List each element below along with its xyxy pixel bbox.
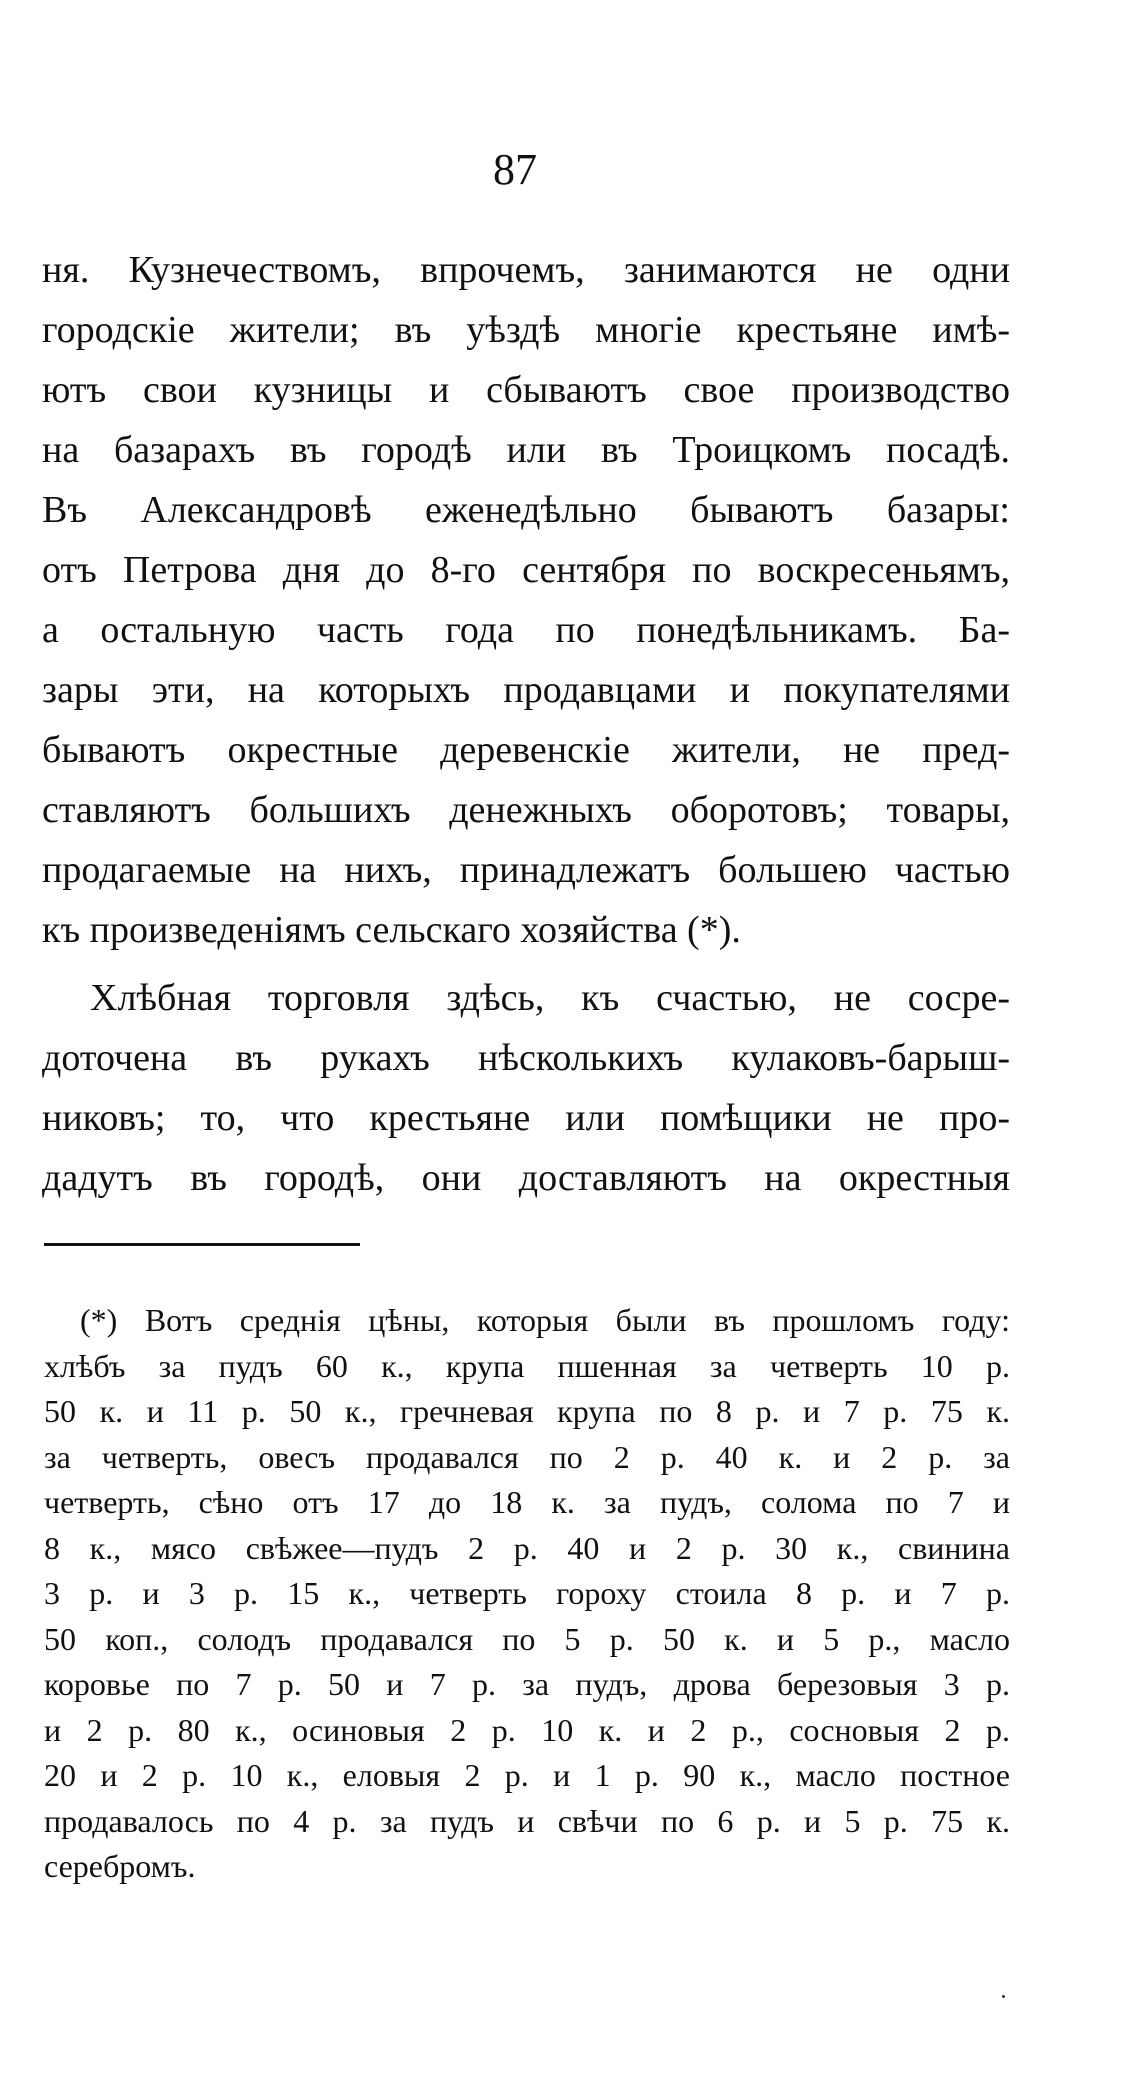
footnote-line: и 2 р. 80 к., осиновыя 2 р. 10 к. и 2 р., сосновыя 2 р. [44,1711,1010,1748]
paragraph-1 [42,240,1010,960]
text-line: Хлѣбная торговля здѣсь, къ счастью, не сосре- [90,977,1010,1019]
text-line: зары эти, на которыхъ продавцами и покупателями [42,669,1010,711]
footnote-line: 50 коп., солодъ продавался по 5 р. 50 к. и 5 р., масло [44,1620,1010,1657]
text-line: отъ Петрова дня до 8-го сентября по воскресеньямъ, [42,549,1010,591]
footnote-line: (*) Вотъ среднія цѣны, которыя были въ прошломъ году: [80,1302,1010,1338]
text-line: ютъ свои кузницы и сбываютъ свое производство [42,369,1010,411]
footnote-line: за четверть, овесъ продавался по 2 р. 40 к. и 2 р. за [44,1438,1010,1475]
text-line: бываютъ окрестные деревенскіе жители, не пред- [42,729,1010,771]
print-speck [1002,1995,1005,1998]
footnote-line: продавалось по 4 р. за пудъ и свѣчи по 6 р. и 5 р. 75 к. [44,1802,1010,1839]
text-line: городскіе жители; въ уѣздѣ многіе крестьяне имѣ- [42,309,1010,351]
footnote-line: четверть, сѣно отъ 17 до 18 к. за пудъ, солома по 7 и [44,1484,1010,1520]
text-line: а остальную часть года по понедѣльникамъ. Ба- [42,609,1010,651]
footnote-line: хлѣбъ за пудъ 60 к., крупа пшенная за четверть 10 р. [44,1347,1010,1384]
paragraph-2 [42,968,1010,1208]
text-line: доточена въ рукахъ нѣсколькихъ кулаковъ-барыш- [42,1037,1010,1079]
text-line: ня. Кузнечествомъ, впрочемъ, занимаются не одни [42,249,1010,291]
text-line: Въ Александровѣ еженедѣльно бываютъ базары: [42,489,1010,531]
footnote-line: 8 к., мясо свѣжее—пудъ 2 р. 40 и 2 р. 30 к., свинина [44,1529,1010,1566]
text-line: на базарахъ въ городѣ или въ Троицкомъ посадѣ. [42,429,1010,471]
footnote-line: 50 к. и 11 р. 50 к., гречневая крупа по 8 р. и 7 р. 75 к. [44,1393,1010,1429]
main-text [42,240,1010,1208]
text-line: продагаемые на нихъ, принадлежатъ большею частью [42,849,1010,891]
footnote-line: 20 и 2 р. 10 к., еловыя 2 р. и 1 р. 90 к., масло постное [44,1757,1010,1793]
footnote-divider [44,1243,360,1246]
footnote-line: серебромъ. [44,1848,196,1884]
text-line: ставляютъ большихъ денежныхъ оборотовъ; товары, [42,789,1010,831]
text-line: дадутъ въ городѣ, они доставляютъ на окрестныя [42,1157,1010,1199]
footnote [44,1298,1010,1890]
text-line: никовъ; то, что крестьяне или помѣщики не про- [42,1097,1010,1139]
page-number: 87 [493,145,537,194]
text-line: къ произведеніямъ сельскаго хозяйства (*). [42,909,741,951]
footnote-line: коровье по 7 р. 50 и 7 р. за пудъ, дрова березовыя 3 р. [44,1666,1010,1702]
footnote-line: 3 р. и 3 р. 15 к., четверть гороху стоила 8 р. и 7 р. [44,1575,1010,1611]
